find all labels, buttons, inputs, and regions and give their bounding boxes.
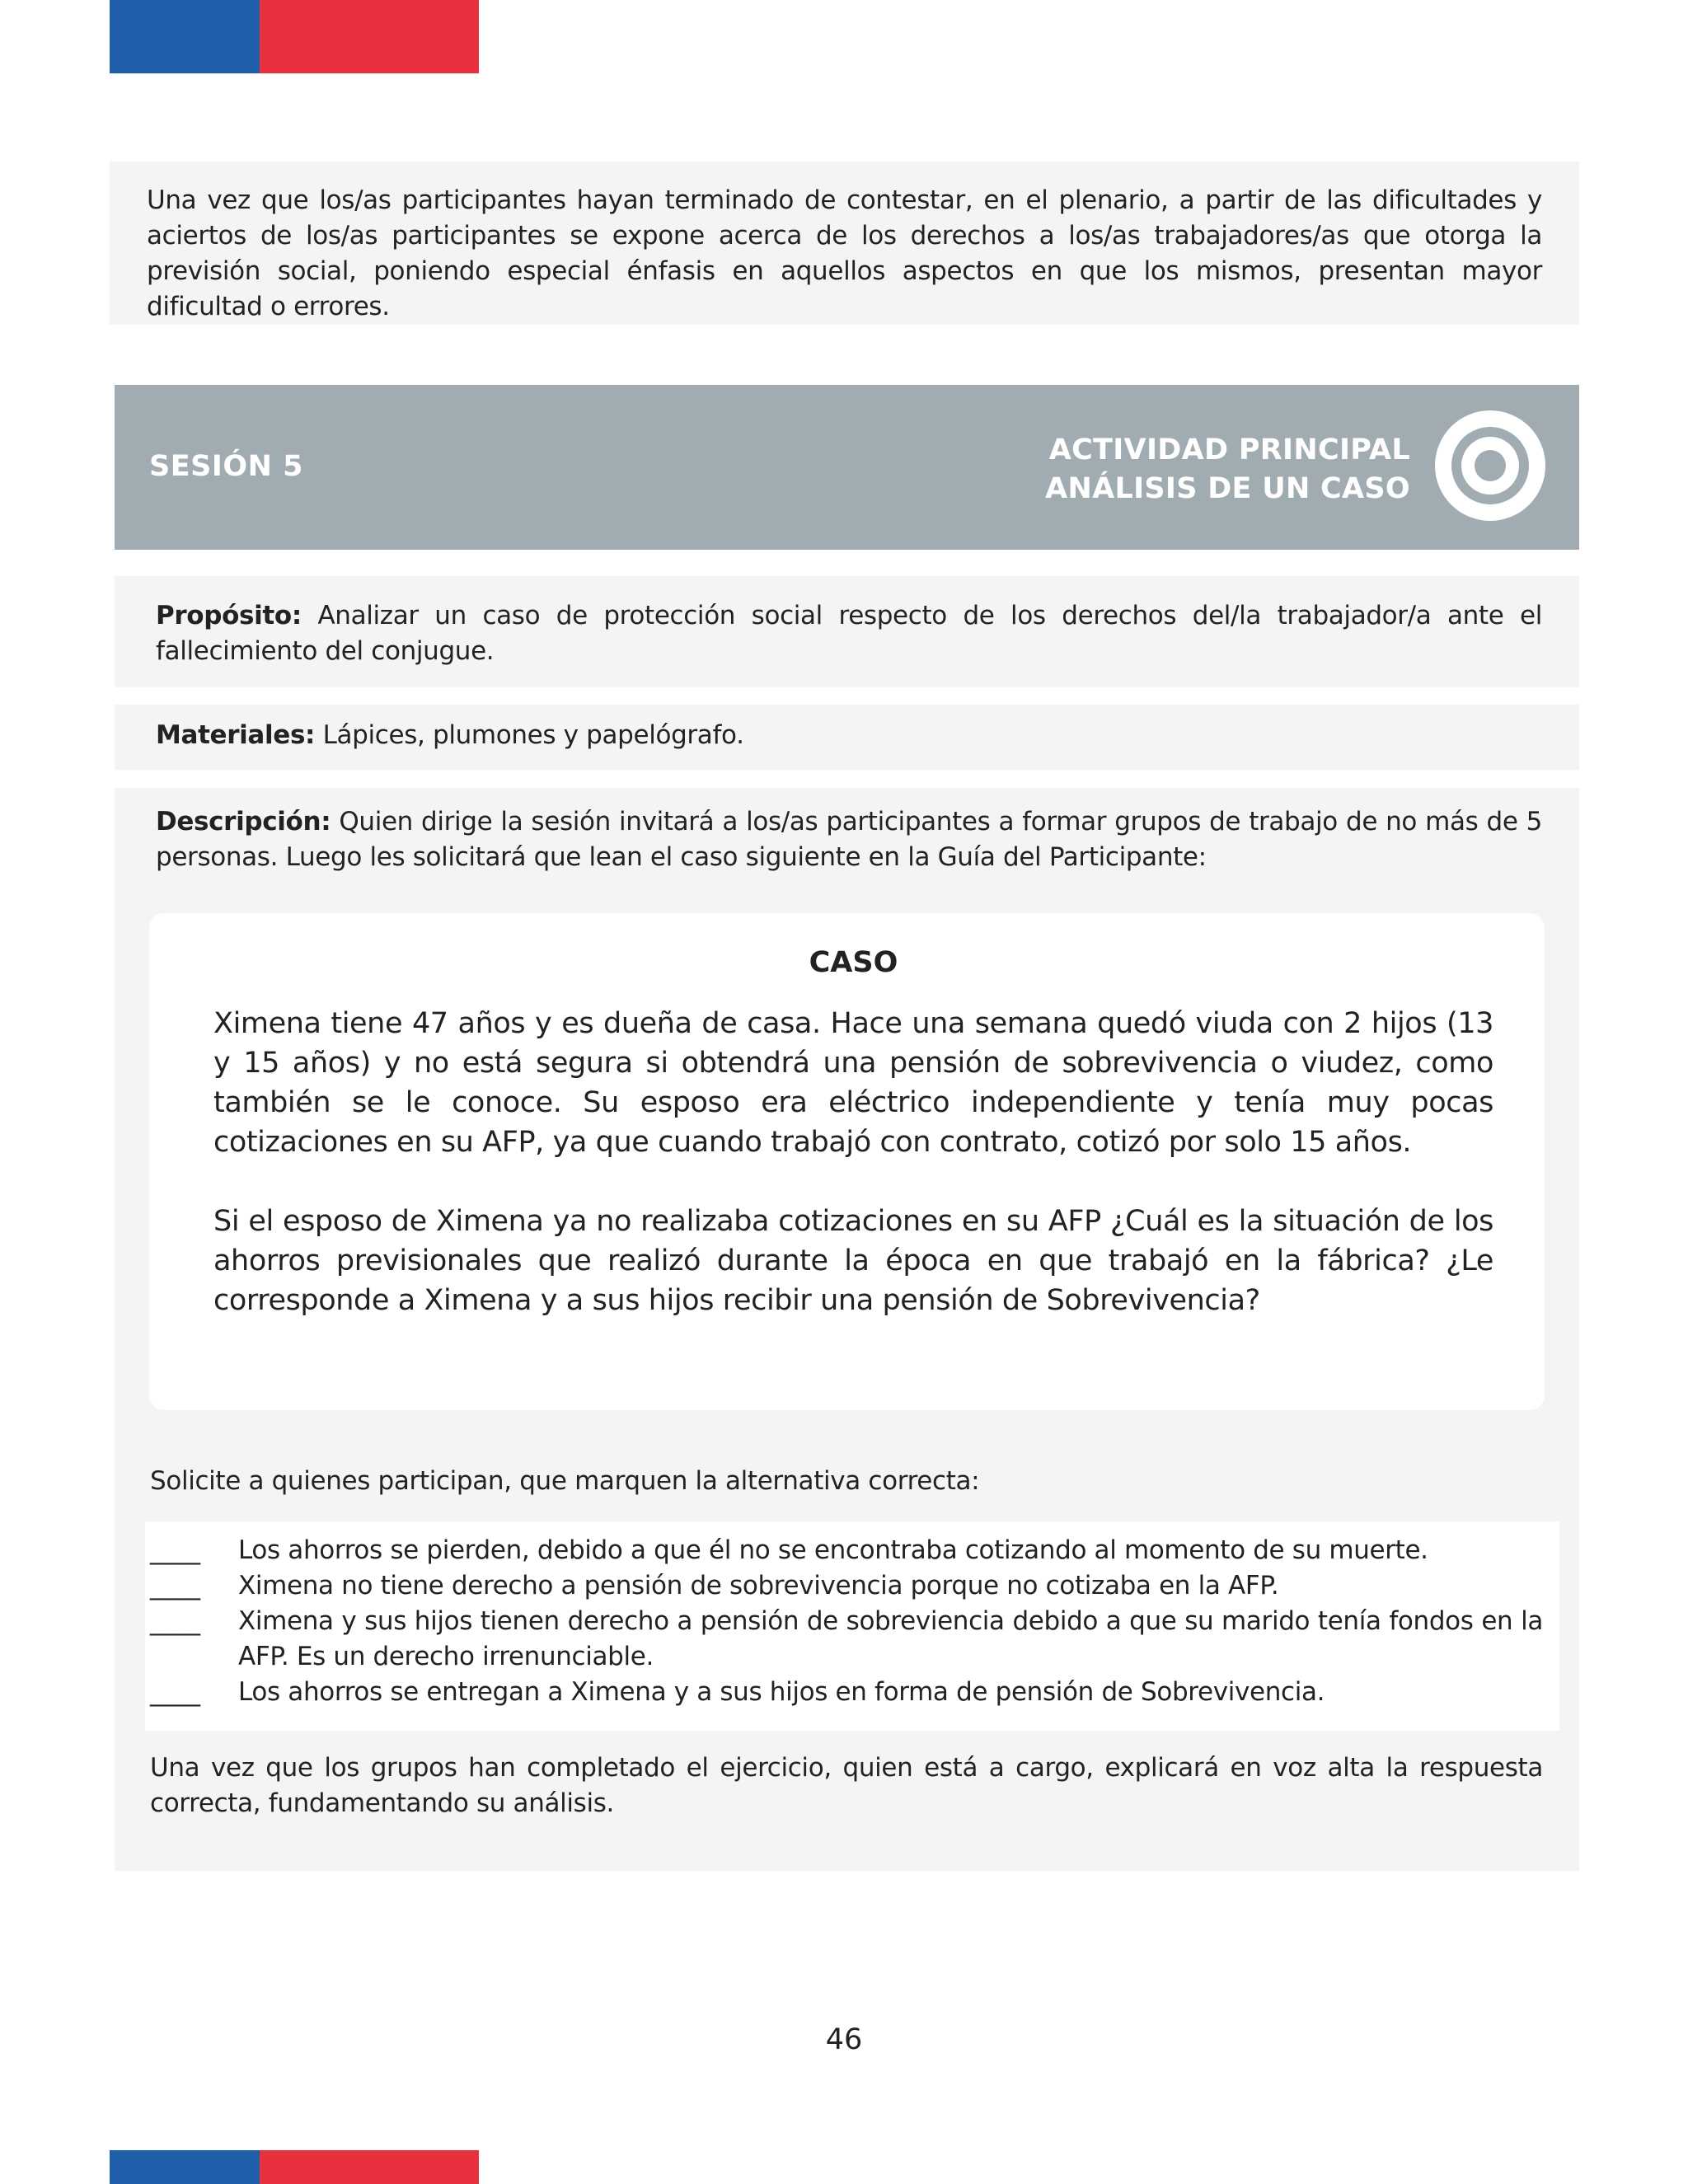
description-text: Quien dirige la sesión invitará a los/as participantes a formar grupos de trabajo de no más de 5 personas. Luego les solicitará que lean el caso siguiente en la Guía del Participante:: [156, 807, 1542, 872]
options-list: [145, 1521, 1559, 1731]
case-spacer: [213, 1162, 1493, 1202]
option-item: [150, 1533, 1543, 1568]
case-paragraph-2: Si el esposo de Ximena ya no realizaba cotizaciones en su AFP ¿Cuál es la situación de los ahorros previsionales que realizó durante la época en que trabajó en la fábrica? ¿Le corresponde a Ximena y a sus hijos recibir una pensión de Sobrevivencia?: [213, 1205, 1493, 1317]
option-item: [150, 1604, 1543, 1675]
option-text: Ximena no tiene derecho a pensión de sobrevivencia porque no cotizaba en la AFP.: [238, 1571, 1279, 1601]
instruction: [150, 1464, 979, 1499]
materials-paragraph: [156, 718, 1542, 753]
closing-text: Una vez que los grupos han completado el ejercicio, quien está a cargo, explicará en voz alta la respuesta correcta, fundamentando su análisis.: [150, 1753, 1543, 1818]
flag-red-segment: [260, 0, 479, 73]
case-paragraph-1: Ximena tiene 47 años y es dueña de casa. Hace una semana quedó viuda con 2 hijos (13 y 15 años) y no está segura si obtendrá una pensión de sobrevivencia o viudez, como también se le conoce. Su esposo era eléctrico independiente y tenía muy pocas cotizaciones en su AFP, ya que cuando trabajó con contrato, cotizó por solo 15 años.: [213, 1007, 1493, 1159]
description-label: Descripción:: [156, 807, 331, 837]
purpose-box: [115, 576, 1579, 687]
flag-stripe-bottom: [110, 2150, 479, 2184]
purpose-label: Propósito:: [156, 601, 302, 630]
materials-text: Lápices, plumones y papelógrafo.: [315, 720, 744, 750]
activity-line-1: ACTIVIDAD PRINCIPAL: [1048, 434, 1410, 466]
option-item: [150, 1675, 1543, 1710]
answer-blank[interactable]: ____: [150, 1606, 200, 1636]
case-title: CASO: [809, 946, 898, 979]
activity-title: [1045, 431, 1410, 509]
answer-blank[interactable]: ____: [150, 1535, 200, 1565]
answer-blank[interactable]: ____: [150, 1677, 200, 1707]
option-item: [150, 1568, 1543, 1604]
session-label: SESIÓN 5: [149, 450, 303, 483]
description-box: [115, 788, 1579, 1871]
flag-red-segment: [260, 2150, 479, 2184]
instruction-text: Solicite a quienes participan, que marquen la alternativa correcta:: [150, 1466, 980, 1496]
answer-blank[interactable]: ____: [150, 1571, 200, 1601]
flag-blue-segment: [110, 0, 260, 73]
intro-text: Una vez que los/as participantes hayan terminado de contestar, en el plenario, a partir de las dificultades y aciertos de los/as participantes se expone acerca de los derechos a los/as trabajadores/as que otorga la previsión social, poniendo especial énfasis en aquellos aspectos en que los mismos, presentan mayor dificultad o errores.: [147, 185, 1542, 321]
option-text: Los ahorros se entregan a Ximena y a sus hijos en forma de pensión de Sobrevivencia.: [238, 1677, 1325, 1707]
description-paragraph: [156, 804, 1542, 875]
materials-label: Materiales:: [156, 720, 316, 750]
target-icon: [1435, 410, 1545, 521]
activity-line-2: ANÁLISIS DE UN CASO: [1045, 472, 1410, 505]
purpose-text: Analizar un caso de protección social respecto de los derechos del/la trabajador/a ante el fallecimiento del conjugue.: [156, 601, 1542, 666]
option-text: Ximena y sus hijos tienen derecho a pensión de sobreviencia debido a que su marido tenía fondos en la AFP. Es un derecho irrenunciable.: [238, 1606, 1543, 1671]
option-text: Los ahorros se pierden, debido a que él no se encontraba cotizando al momento de su muerte.: [238, 1535, 1428, 1565]
materials-box: [115, 705, 1579, 770]
case-card: [149, 913, 1545, 1410]
closing: [150, 1750, 1543, 1821]
intro-box: [110, 162, 1579, 325]
page-number: 46: [825, 2023, 863, 2056]
session-header: [115, 385, 1579, 550]
flag-stripe-top: [110, 0, 479, 73]
purpose-paragraph: [156, 598, 1542, 669]
flag-blue-segment: [110, 2150, 260, 2184]
